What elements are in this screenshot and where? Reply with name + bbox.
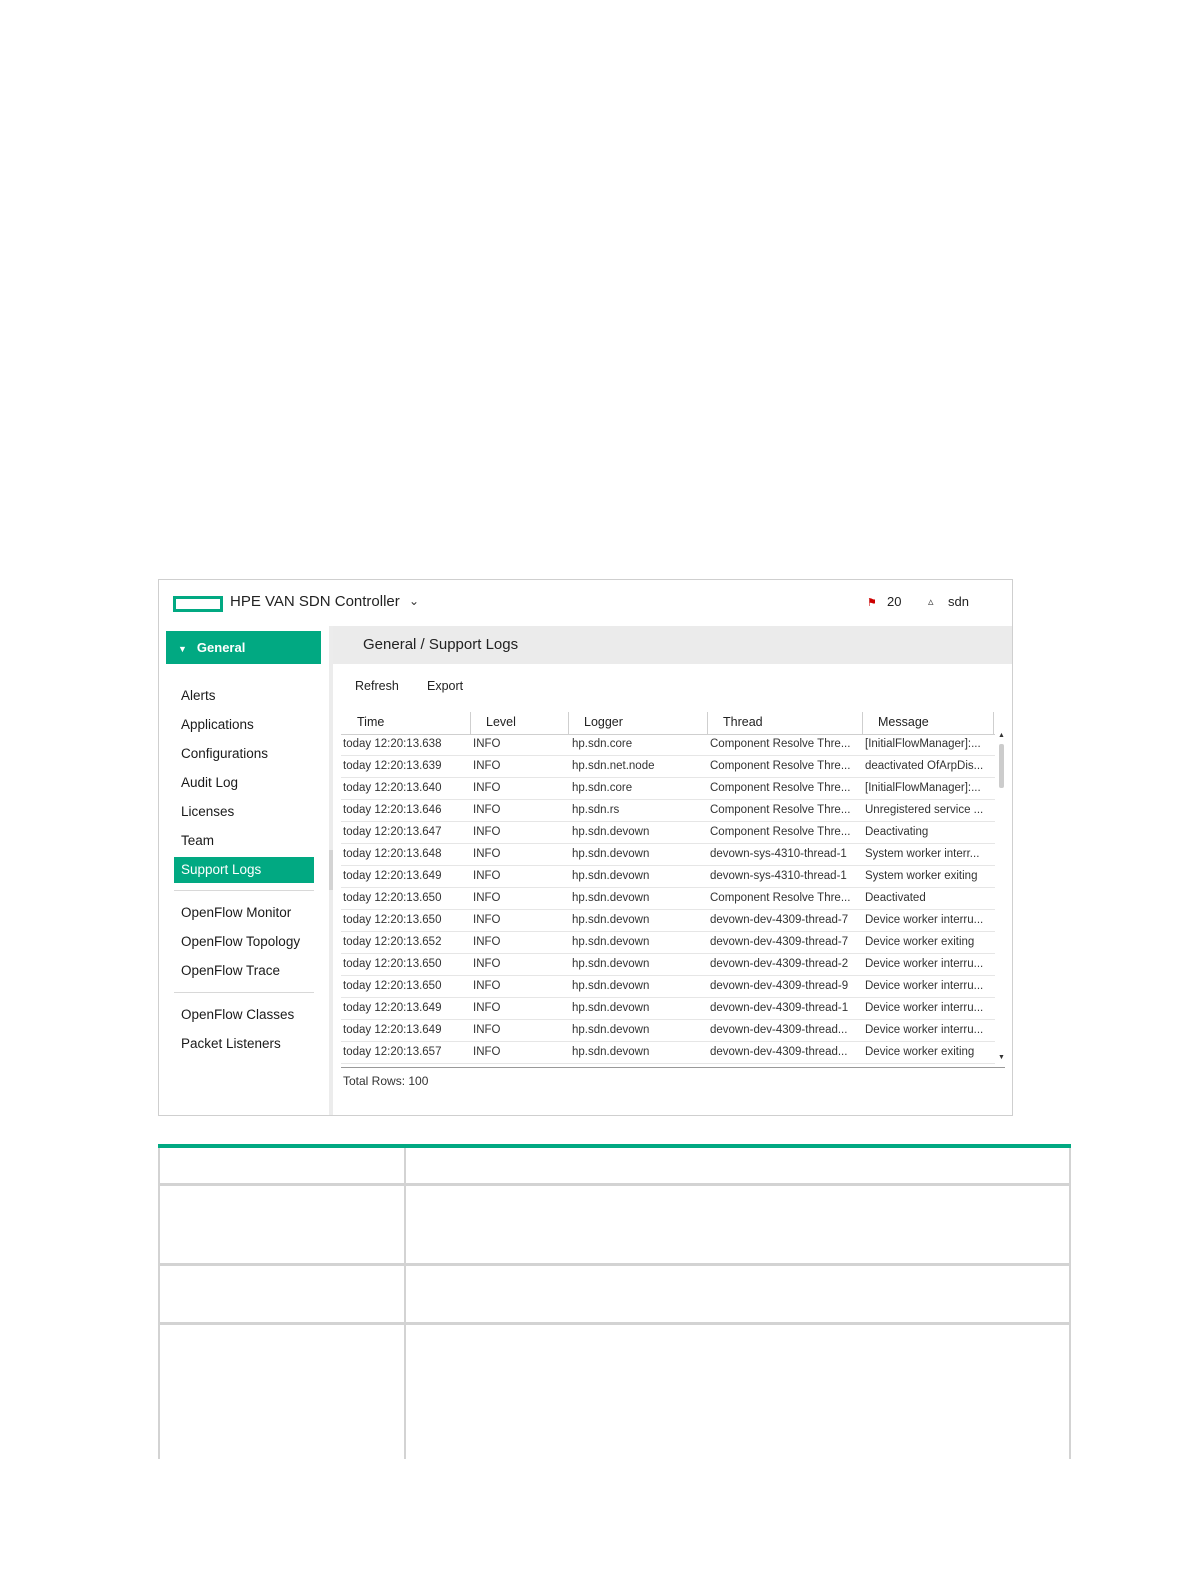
cell-message: deactivated OfArpDis... <box>865 760 984 772</box>
cell-message: [InitialFlowManager]:... <box>865 738 981 750</box>
app-screenshot <box>158 579 1013 1116</box>
scroll-down-icon[interactable]: ▼ <box>998 1054 1005 1061</box>
cell-thread: Component Resolve Thre... <box>710 738 851 750</box>
cell-level: INFO <box>473 826 501 838</box>
cell-level: INFO <box>473 958 501 970</box>
table-footer-divider <box>341 1067 1005 1068</box>
cell-time: today 12:20:13.646 <box>343 804 442 816</box>
table-header <box>341 712 995 735</box>
refresh-button[interactable]: Refresh <box>355 679 399 693</box>
column-header-thread[interactable]: Thread <box>723 715 763 729</box>
cell-message: [InitialFlowManager]:... <box>865 782 981 794</box>
cell-level: INFO <box>473 980 501 992</box>
cell-logger: hp.sdn.devown <box>572 826 650 838</box>
sidebar <box>159 626 329 1115</box>
cell-thread: devown-dev-4309-thread-7 <box>710 936 849 948</box>
table-border-right <box>1069 1148 1071 1459</box>
table-row[interactable] <box>341 844 995 866</box>
cell-time: today 12:20:13.650 <box>343 892 442 904</box>
table-row[interactable] <box>341 778 995 800</box>
cell-thread: Component Resolve Thre... <box>710 760 851 772</box>
cell-level: INFO <box>473 1046 501 1058</box>
app-title: HPE VAN SDN Controller <box>230 593 400 610</box>
cell-thread: Component Resolve Thre... <box>710 804 851 816</box>
table-row[interactable] <box>341 954 995 976</box>
cell-level: INFO <box>473 914 501 926</box>
sidebar-item-licenses[interactable]: Licenses <box>181 804 235 819</box>
column-divider[interactable] <box>993 712 994 734</box>
table-row[interactable] <box>341 976 995 998</box>
cell-message: Device worker interru... <box>865 914 984 926</box>
column-divider[interactable] <box>470 712 471 734</box>
cell-level: INFO <box>473 1024 501 1036</box>
table-row[interactable] <box>341 734 995 756</box>
cell-thread: devown-dev-4309-thread-9 <box>710 980 849 992</box>
cell-message: Device worker exiting <box>865 936 975 948</box>
cell-logger: hp.sdn.devown <box>572 892 650 904</box>
column-header-level[interactable]: Level <box>486 715 516 729</box>
cell-message: Device worker interru... <box>865 1002 984 1014</box>
sidebar-item-openflow-classes[interactable]: OpenFlow Classes <box>181 1007 295 1022</box>
column-header-time[interactable]: Time <box>357 715 385 729</box>
table-scrollbar-thumb[interactable] <box>999 744 1004 788</box>
nav-section-label: General <box>196 640 246 655</box>
document-table <box>158 1144 1071 1459</box>
cell-message: Device worker interru... <box>865 980 984 992</box>
table-row[interactable] <box>341 1020 995 1042</box>
cell-thread: Component Resolve Thre... <box>710 782 851 794</box>
cell-message: Unregistered service ... <box>865 804 984 816</box>
sidebar-item-applications[interactable]: Applications <box>181 717 254 732</box>
cell-thread: devown-dev-4309-thread-2 <box>710 958 849 970</box>
cell-time: today 12:20:13.657 <box>343 1046 442 1058</box>
sidebar-item-openflow-topology[interactable]: OpenFlow Topology <box>181 934 301 949</box>
cell-time: today 12:20:13.649 <box>343 870 442 882</box>
cell-logger: hp.sdn.devown <box>572 914 650 926</box>
cell-logger: hp.sdn.devown <box>572 980 650 992</box>
table-row[interactable] <box>341 800 995 822</box>
cell-level: INFO <box>473 738 501 750</box>
table-border-left <box>158 1148 160 1459</box>
sidebar-item-openflow-trace[interactable]: OpenFlow Trace <box>181 963 281 978</box>
cell-time: today 12:20:13.639 <box>343 760 442 772</box>
cell-message: Deactivating <box>865 826 929 838</box>
sidebar-item-configurations[interactable]: Configurations <box>181 746 269 761</box>
cell-logger: hp.sdn.devown <box>572 848 650 860</box>
cell-thread: Component Resolve Thre... <box>710 826 851 838</box>
flag-icon[interactable]: ⚑ <box>867 597 877 609</box>
cell-time: today 12:20:13.647 <box>343 826 442 838</box>
cell-level: INFO <box>473 782 501 794</box>
cell-logger: hp.sdn.rs <box>572 804 620 816</box>
cell-time: today 12:20:13.649 <box>343 1002 442 1014</box>
nav-divider <box>174 890 314 891</box>
sidebar-item-audit-log[interactable]: Audit Log <box>181 775 239 790</box>
export-button[interactable]: Export <box>427 679 464 693</box>
nav-divider <box>174 992 314 993</box>
table-top-rule <box>158 1144 1071 1148</box>
cell-thread: devown-dev-4309-thread... <box>710 1024 848 1036</box>
total-rows-label: Total Rows: 100 <box>343 1074 429 1088</box>
cell-logger: hp.sdn.devown <box>572 1002 650 1014</box>
sidebar-item-team[interactable]: Team <box>181 833 215 848</box>
main-panel <box>333 626 1012 1115</box>
sidebar-item-openflow-monitor[interactable]: OpenFlow Monitor <box>181 905 292 920</box>
table-row-divider <box>158 1183 1071 1186</box>
column-divider[interactable] <box>707 712 708 734</box>
column-divider[interactable] <box>568 712 569 734</box>
table-row[interactable] <box>341 888 995 910</box>
chevron-down-icon: ▼ <box>178 644 187 654</box>
cell-time: today 12:20:13.650 <box>343 958 442 970</box>
hpe-logo-icon <box>173 596 223 612</box>
cell-thread: devown-dev-4309-thread-7 <box>710 914 849 926</box>
table-row[interactable] <box>341 756 995 778</box>
table-row-divider <box>158 1322 1071 1325</box>
column-header-message[interactable]: Message <box>878 715 929 729</box>
cell-message: Device worker exiting <box>865 1046 975 1058</box>
cell-message: System worker exiting <box>865 870 978 882</box>
cell-level: INFO <box>473 936 501 948</box>
chevron-down-icon[interactable]: ⌄ <box>409 594 420 608</box>
cell-message: System worker interr... <box>865 848 980 860</box>
page-title: General / Support Logs <box>333 626 1012 664</box>
cell-thread: devown-dev-4309-thread-1 <box>710 1002 849 1014</box>
table-row-divider <box>158 1263 1071 1266</box>
column-header-logger[interactable]: Logger <box>584 715 623 729</box>
table-row[interactable] <box>341 822 995 844</box>
cell-logger: hp.sdn.devown <box>572 870 650 882</box>
cell-logger: hp.sdn.net.node <box>572 760 655 772</box>
table-row[interactable] <box>341 866 995 888</box>
cell-message: Device worker interru... <box>865 1024 984 1036</box>
cell-time: today 12:20:13.650 <box>343 980 442 992</box>
alert-count[interactable]: 20 <box>887 594 902 609</box>
cell-message: Deactivated <box>865 892 926 904</box>
cell-time: today 12:20:13.638 <box>343 738 442 750</box>
top-bar <box>159 580 1012 626</box>
cell-level: INFO <box>473 892 501 904</box>
table-row[interactable] <box>341 932 995 954</box>
cell-thread: devown-dev-4309-thread... <box>710 1046 848 1058</box>
cell-level: INFO <box>473 760 501 772</box>
table-column-divider <box>404 1148 406 1459</box>
cell-time: today 12:20:13.649 <box>343 1024 442 1036</box>
cell-level: INFO <box>473 848 501 860</box>
cell-level: INFO <box>473 804 501 816</box>
cell-logger: hp.sdn.core <box>572 738 633 750</box>
cell-time: today 12:20:13.650 <box>343 914 442 926</box>
scroll-up-icon[interactable]: ▲ <box>998 732 1005 739</box>
cell-logger: hp.sdn.devown <box>572 958 650 970</box>
table-row[interactable] <box>341 1042 995 1064</box>
cell-logger: hp.sdn.devown <box>572 1024 650 1036</box>
cell-time: today 12:20:13.648 <box>343 848 442 860</box>
cell-time: today 12:20:13.640 <box>343 782 442 794</box>
cell-logger: hp.sdn.devown <box>572 936 650 948</box>
column-divider[interactable] <box>862 712 863 734</box>
cell-thread: devown-sys-4310-thread-1 <box>710 848 847 860</box>
cell-logger: hp.sdn.core <box>572 782 633 794</box>
cell-level: INFO <box>473 870 501 882</box>
user-name[interactable]: sdn <box>948 594 969 609</box>
cell-logger: hp.sdn.devown <box>572 1046 650 1058</box>
sidebar-item-packet-listeners[interactable]: Packet Listeners <box>181 1036 281 1051</box>
cell-time: today 12:20:13.652 <box>343 936 442 948</box>
cell-message: Device worker interru... <box>865 958 984 970</box>
table-row[interactable] <box>341 910 995 932</box>
table-row[interactable] <box>341 998 995 1020</box>
user-icon[interactable]: ▵ <box>928 596 934 608</box>
sidebar-item-support-logs[interactable]: Support Logs <box>174 857 314 883</box>
cell-thread: Component Resolve Thre... <box>710 892 851 904</box>
cell-thread: devown-sys-4310-thread-1 <box>710 870 847 882</box>
sidebar-item-alerts[interactable]: Alerts <box>181 688 216 703</box>
table-scrollbar[interactable] <box>998 734 1005 1066</box>
nav-section-general[interactable] <box>166 631 321 664</box>
cell-level: INFO <box>473 1002 501 1014</box>
